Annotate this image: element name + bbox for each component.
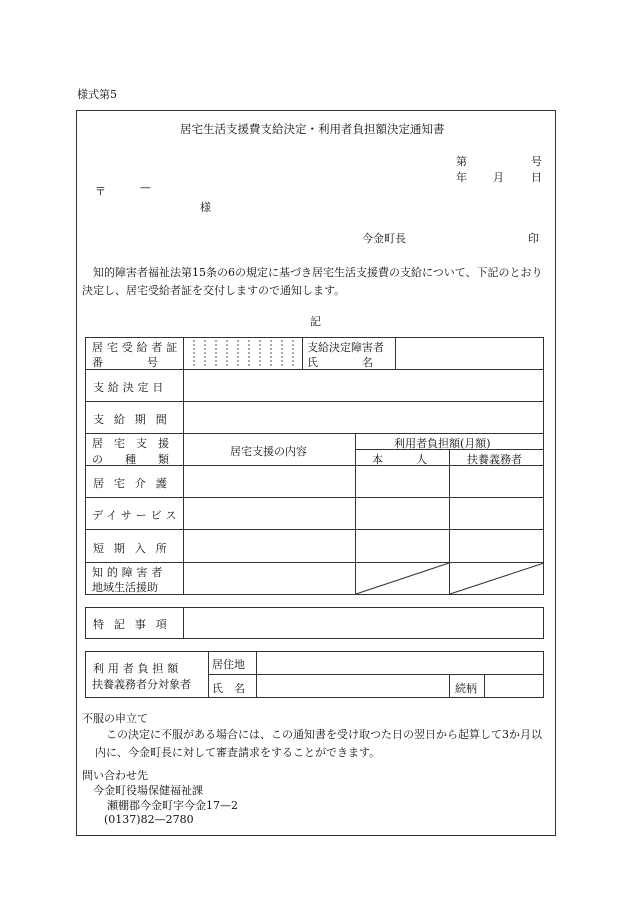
row-group-home-1: 知的障害者: [92, 566, 167, 579]
form-number: 様式第5: [77, 88, 117, 101]
certificate-number-boxes: [184, 338, 302, 369]
residence-label: 居住地: [212, 658, 245, 671]
date-year: 年: [456, 171, 467, 184]
table-line: [484, 674, 485, 698]
doc-number-suffix: 号: [531, 155, 542, 168]
table-line: [85, 497, 544, 498]
contact-address: 瀬棚郡今金町字今金17—2: [107, 799, 238, 812]
ki-label: 記: [310, 315, 321, 328]
row-day-service: デイサービス: [92, 509, 181, 522]
type-label-1: 居 宅 支 援: [92, 437, 169, 450]
row-short-stay: 短期入所: [93, 542, 177, 555]
table-line: [302, 337, 303, 369]
table-line: [183, 337, 184, 595]
row-home-care: 居宅介護: [93, 477, 177, 490]
row-group-home-2: 地域生活援助: [92, 581, 158, 594]
document-title: 居宅生活支援費支給決定・利用者負担額決定通知書: [180, 122, 445, 136]
decision-date-label: 支給決定日: [93, 381, 168, 394]
seal-mark: 印: [528, 232, 539, 245]
diagonal-strike: [355, 562, 545, 595]
postal-dash: —: [140, 181, 151, 194]
burden-label-2: 扶養義務者分対象者: [92, 678, 191, 691]
self-header: 本 人: [372, 453, 427, 466]
person-label-1: 支給決定障害者: [307, 341, 384, 354]
issuer-name: 今金町長: [362, 232, 406, 245]
burden-header: 利用者負担額(月額): [394, 437, 491, 450]
appeal-heading: 不服の申立て: [82, 712, 148, 725]
table-line: [208, 674, 544, 675]
contact-heading: 問い合わせ先: [82, 769, 148, 782]
intro-paragraph: 知的障害者福祉法第15条の6の規定に基づき居宅生活支援費の支給について、下記のとおり決定し、居宅受給者証を交付しますので通知します。: [82, 266, 543, 297]
table-line: [256, 651, 257, 698]
postal-mark: 〒: [95, 185, 106, 198]
supporter-header: 扶養義務者: [467, 453, 522, 466]
table-line: [85, 433, 544, 434]
cert-label-1: 居宅受給者証: [92, 341, 182, 354]
date-day: 日: [531, 171, 542, 184]
person-label-2: 氏 名: [307, 356, 373, 369]
table-line: [85, 529, 544, 530]
notes-label: 特記事項: [93, 618, 177, 631]
appeal-body: この決定に不服がある場合には、この通知書を受け取つた日の翌日から起算して3か月以内に、今金町長に対して審査請求をすることができます。: [95, 728, 542, 759]
addressee-suffix: 様: [200, 201, 211, 214]
period-label: 支給期間: [93, 413, 177, 426]
name-label: 氏 名: [212, 682, 245, 695]
table-line: [395, 337, 396, 369]
table-line: [449, 674, 450, 698]
date-month: 月: [493, 171, 504, 184]
table-line: [85, 401, 544, 402]
table-line: [183, 607, 184, 639]
contact-phone: (0137)82—2780: [104, 813, 194, 826]
doc-number-prefix: 第: [456, 155, 467, 168]
content-header: 居宅支援の内容: [230, 445, 307, 458]
relation-label: 続柄: [455, 682, 477, 695]
contact-office: 今金町役場保健福祉課: [93, 784, 203, 797]
burden-label-1: 利用者負担額: [93, 662, 183, 675]
type-label-2: の 種 類: [92, 453, 169, 466]
cert-label-2: 番 号: [92, 356, 158, 369]
